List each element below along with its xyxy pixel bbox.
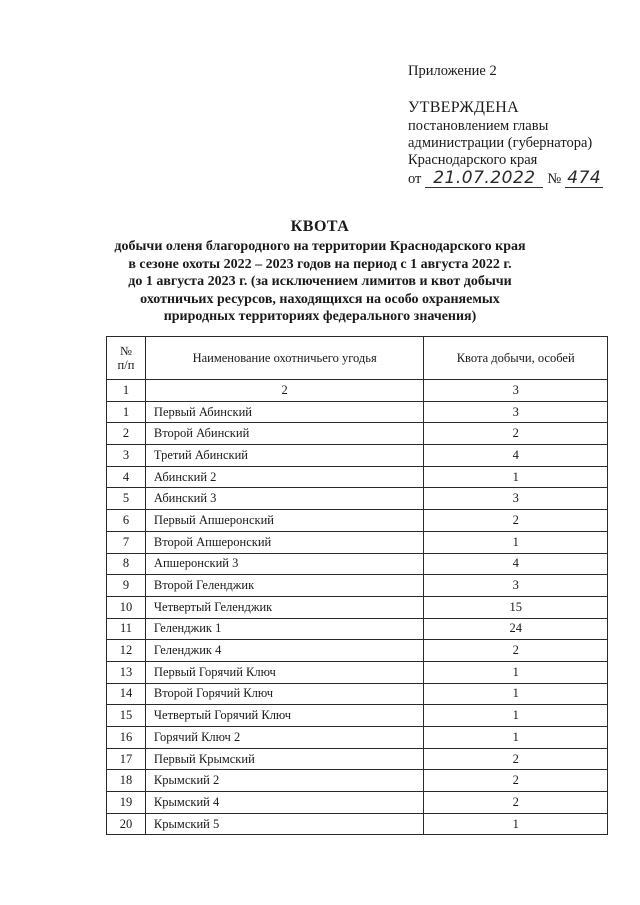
table-row xyxy=(107,727,608,749)
quota-value: 2 xyxy=(424,423,608,445)
row-number: 12 xyxy=(107,640,146,662)
quota-value: 3 xyxy=(424,401,608,423)
header-num: № п/п xyxy=(107,337,146,380)
quota-value: 1 xyxy=(424,727,608,749)
row-number: 2 xyxy=(107,423,146,445)
table-row xyxy=(107,531,608,553)
row-number: 15 xyxy=(107,705,146,727)
table-header-row xyxy=(107,337,608,380)
row-number: 20 xyxy=(107,813,146,835)
row-number: 1 xyxy=(107,401,146,423)
row-number: 11 xyxy=(107,618,146,640)
date-number-line xyxy=(408,170,633,188)
row-number: 6 xyxy=(107,510,146,532)
hunting-ground-name: Второй Горячий Ключ xyxy=(145,683,423,705)
row-number: 7 xyxy=(107,531,146,553)
quota-table xyxy=(106,336,608,835)
hunting-ground-name: Первый Горячий Ключ xyxy=(145,661,423,683)
table-row xyxy=(107,553,608,575)
quota-value: 1 xyxy=(424,531,608,553)
approval-line: администрации (губернатора) xyxy=(408,135,593,151)
column-number: 2 xyxy=(145,380,423,402)
from-label: от xyxy=(408,171,422,187)
subtitle-line: охотничьих ресурсов, находящихся на особо охраняемых xyxy=(140,291,500,307)
quota-value: 1 xyxy=(424,813,608,835)
quota-value: 3 xyxy=(424,488,608,510)
row-number: 18 xyxy=(107,770,146,792)
hunting-ground-name: Второй Абинский xyxy=(145,423,423,445)
hunting-ground-name: Первый Крымский xyxy=(145,748,423,770)
header-quota: Квота добычи, особей xyxy=(424,337,608,380)
hunting-ground-name: Второй Геленджик xyxy=(145,575,423,597)
hunting-ground-name: Крымский 5 xyxy=(145,813,423,835)
row-number: 10 xyxy=(107,596,146,618)
quota-value: 15 xyxy=(424,596,608,618)
row-number: 3 xyxy=(107,445,146,467)
table-row xyxy=(107,813,608,835)
appendix-label: Приложение 2 xyxy=(408,63,497,79)
subtitle-line: до 1 августа 2023 г. (за исключением лимитов и квот добычи xyxy=(128,274,512,289)
row-number: 5 xyxy=(107,488,146,510)
approval-line: постановлением главы xyxy=(408,118,549,134)
approved-label: УТВЕРЖДЕНА xyxy=(408,99,520,116)
row-number: 4 xyxy=(107,466,146,488)
table-row xyxy=(107,423,608,445)
table-row xyxy=(107,466,608,488)
hunting-ground-name: Геленджик 4 xyxy=(145,640,423,662)
quota-value: 4 xyxy=(424,445,608,467)
table-row xyxy=(107,488,608,510)
table-row xyxy=(107,401,608,423)
hunting-ground-name: Крымский 4 xyxy=(145,792,423,814)
table-row xyxy=(107,661,608,683)
quota-value: 2 xyxy=(424,748,608,770)
number-label: № xyxy=(547,171,562,187)
hunting-ground-name: Четвертый Горячий Ключ xyxy=(145,705,423,727)
quota-value: 2 xyxy=(424,792,608,814)
hunting-ground-name: Абинский 2 xyxy=(145,466,423,488)
handwritten-number: 474 xyxy=(565,170,603,188)
quota-value: 1 xyxy=(424,661,608,683)
table-row xyxy=(107,510,608,532)
column-number: 3 xyxy=(424,380,608,402)
hunting-ground-name: Второй Апшеронский xyxy=(145,531,423,553)
column-number-row xyxy=(107,380,608,402)
row-number: 13 xyxy=(107,661,146,683)
hunting-ground-name: Крымский 2 xyxy=(145,770,423,792)
row-number: 17 xyxy=(107,748,146,770)
hunting-ground-name: Апшеронский 3 xyxy=(145,553,423,575)
table-row xyxy=(107,792,608,814)
table-row xyxy=(107,575,608,597)
quota-value: 2 xyxy=(424,640,608,662)
hunting-ground-name: Горячий Ключ 2 xyxy=(145,727,423,749)
column-number: 1 xyxy=(107,380,146,402)
row-number: 19 xyxy=(107,792,146,814)
table-row xyxy=(107,618,608,640)
hunting-ground-name: Третий Абинский xyxy=(145,445,423,467)
subtitle-line: в сезоне охоты 2022 – 2023 годов на период с 1 августа 2022 г. xyxy=(128,256,512,272)
row-number: 8 xyxy=(107,553,146,575)
table-row xyxy=(107,705,608,727)
quota-value: 4 xyxy=(424,553,608,575)
table-row xyxy=(107,770,608,792)
table-body xyxy=(107,401,608,835)
quota-value: 2 xyxy=(424,510,608,532)
hunting-ground-name: Первый Абинский xyxy=(145,401,423,423)
quota-value: 24 xyxy=(424,618,608,640)
approval-header xyxy=(408,63,633,188)
quota-value: 1 xyxy=(424,683,608,705)
subtitle-line: добычи оленя благородного на территории Краснодарского края xyxy=(114,239,526,254)
row-number: 9 xyxy=(107,575,146,597)
quota-value: 3 xyxy=(424,575,608,597)
title-heading: КВОТА xyxy=(290,218,350,235)
hunting-ground-name: Первый Апшеронский xyxy=(145,510,423,532)
subtitle-line: природных территориях федерального значения) xyxy=(163,309,477,324)
row-number: 16 xyxy=(107,727,146,749)
quota-value: 1 xyxy=(424,705,608,727)
handwritten-date: 21.07.2022 xyxy=(425,170,543,188)
table-row xyxy=(107,748,608,770)
table-row xyxy=(107,445,608,467)
approval-line: Краснодарского края xyxy=(408,152,538,168)
hunting-ground-name: Абинский 3 xyxy=(145,488,423,510)
hunting-ground-name: Четвертый Геленджик xyxy=(145,596,423,618)
table-row xyxy=(107,640,608,662)
header-name: Наименование охотничьего угодья xyxy=(145,337,423,380)
quota-value: 2 xyxy=(424,770,608,792)
hunting-ground-name: Геленджик 1 xyxy=(145,618,423,640)
row-number: 14 xyxy=(107,683,146,705)
table-row xyxy=(107,596,608,618)
table-row xyxy=(107,683,608,705)
document-title xyxy=(80,218,560,326)
quota-value: 1 xyxy=(424,466,608,488)
